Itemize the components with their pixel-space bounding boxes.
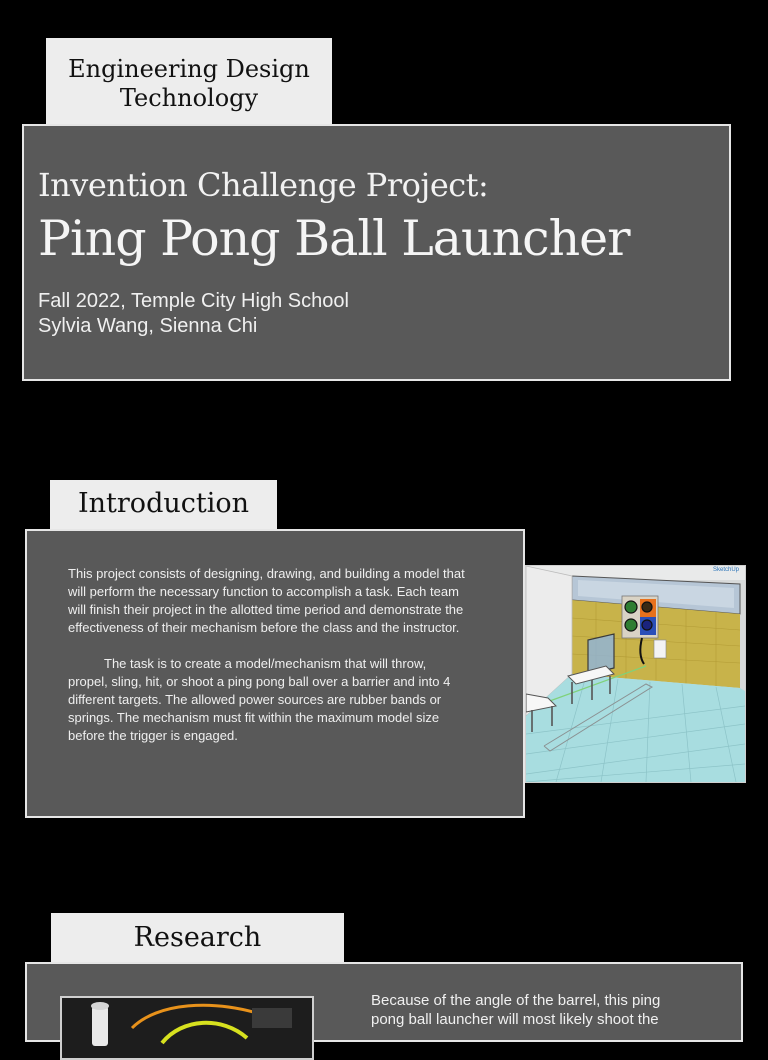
task-paragraph: The task is to create a model/mechanism that will throw, propel, sling, hit, or shoot a ping pong ball over a barrier and into 4 different targets. The allowed power sources are rubber bands or springs. The mechanism must fit within the maximum model size before the trigger is engaged. (68, 656, 451, 743)
introduction-paragraph: This project consists of designing, drawing, and building a model that will perform the necessary function to accomplish a task. Each team will finish their project in the allotted time period and demonstrate the effectiveness of their mechanism before the class and the instructor. (68, 566, 465, 635)
course-title-line2: Technology (119, 84, 259, 112)
research-text: Because of the angle of the barrel, this ping pong ball launcher will most likely shoot the (371, 992, 661, 1028)
course-title-line1: Engineering Design (68, 55, 310, 83)
course-tab (46, 38, 332, 126)
title-card (22, 124, 731, 381)
outlet-box (654, 640, 666, 658)
target-hole-3 (625, 619, 637, 631)
project-title: Ping Pong Ball Launcher (38, 210, 630, 267)
research-heading: Research (51, 913, 344, 964)
project-kicker: Invention Challenge Project: (38, 166, 489, 204)
sketchup-scene (526, 566, 745, 782)
launcher-photo (60, 996, 314, 1060)
introduction-card (25, 529, 525, 818)
pipe-opening (91, 1002, 109, 1010)
target-hole-1 (625, 601, 637, 613)
introduction-heading: Introduction (50, 480, 277, 530)
target-hole-4 (642, 620, 652, 630)
term-school: Fall 2022, Temple City High School (38, 290, 349, 312)
pvc-pipe (92, 1006, 108, 1046)
target-hole-2 (642, 602, 652, 612)
authors: Sylvia Wang, Sienna Chi (38, 315, 258, 337)
research-card (25, 962, 743, 1042)
launcher-photo-image (62, 998, 312, 1058)
challenge-room-render (525, 565, 746, 783)
frame (252, 1008, 292, 1028)
project-meta (38, 289, 349, 339)
sketchup-logo: SketchUp (712, 567, 739, 573)
introduction-body (68, 565, 468, 745)
